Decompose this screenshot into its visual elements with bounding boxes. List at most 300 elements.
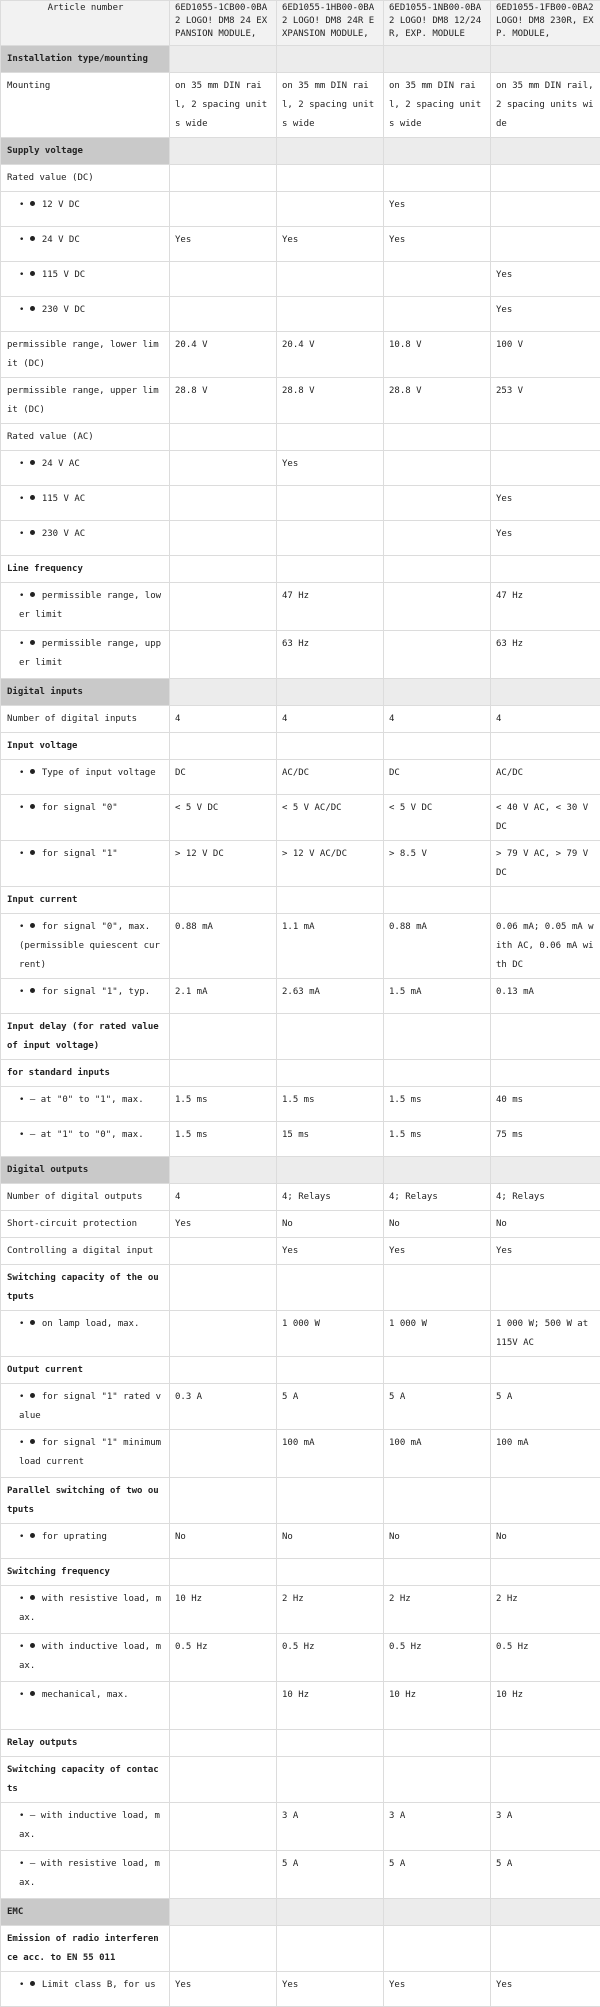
- row-label: [1, 1586, 170, 1634]
- table-row: [1, 165, 600, 192]
- filled-dot-icon: [30, 1595, 35, 1600]
- row-label: [1, 1524, 170, 1559]
- row-label-text: 12 V DC: [42, 200, 80, 210]
- table-row: [1, 1972, 600, 2007]
- cell-value: on 35 mm DIN rail, 2 spacing units wide: [170, 73, 277, 138]
- cell-value: [170, 1899, 277, 1926]
- row-label-text: with resistive load, max.: [19, 1859, 160, 1888]
- cell-value: 1.5 ms: [384, 1122, 491, 1157]
- cell-value: Yes: [277, 1238, 384, 1265]
- cell-value: 1.5 ms: [170, 1087, 277, 1122]
- row-label: [1, 583, 170, 631]
- row-label: [1, 451, 170, 486]
- cell-value: [170, 1014, 277, 1060]
- cell-value: [384, 631, 491, 679]
- table-row: [1, 262, 600, 297]
- row-label: Input delay (for rated value of input voltage): [1, 1014, 170, 1060]
- filled-dot-icon: [30, 1320, 35, 1325]
- cell-value: [384, 1757, 491, 1803]
- cell-value: No: [491, 1524, 600, 1559]
- cell-value: [384, 451, 491, 486]
- bullet-icon: •: [19, 987, 30, 997]
- cell-value: [277, 165, 384, 192]
- cell-value: [384, 424, 491, 451]
- row-label: [1, 262, 170, 297]
- cell-value: 4; Relays: [277, 1184, 384, 1211]
- cell-value: 20.4 V: [277, 332, 384, 378]
- bullet-icon: •: [19, 1594, 30, 1604]
- cell-value: [277, 424, 384, 451]
- bullet-icon: •: [19, 494, 30, 504]
- cell-value: [170, 521, 277, 556]
- section-row: [1, 138, 600, 165]
- bullet-icon: •: [19, 1438, 30, 1448]
- cell-value: 4: [170, 1184, 277, 1211]
- row-label-text: 115 V AC: [42, 494, 85, 504]
- cell-value: [170, 1478, 277, 1524]
- cell-value: 253 V: [491, 378, 600, 424]
- cell-value: 4; Relays: [491, 1184, 600, 1211]
- table-row: [1, 760, 600, 795]
- section-row: [1, 46, 600, 73]
- table-row: [1, 631, 600, 679]
- cell-value: [491, 46, 600, 73]
- filled-dot-icon: [30, 1643, 35, 1648]
- bullet-icon: •: [19, 768, 30, 778]
- cell-value: 100 mA: [491, 1430, 600, 1478]
- cell-value: 100 V: [491, 332, 600, 378]
- filled-dot-icon: [30, 850, 35, 855]
- cell-value: 5 A: [384, 1851, 491, 1899]
- spec-table-body: [1, 1, 600, 2007]
- table-row: [1, 451, 600, 486]
- cell-value: [277, 192, 384, 227]
- row-label-text: for signal "0", max. (permissible quiescent current): [19, 922, 160, 970]
- row-label: [1, 1634, 170, 1682]
- table-row: [1, 1803, 600, 1851]
- cell-value: [277, 1478, 384, 1524]
- cell-value: [277, 1559, 384, 1586]
- cell-value: [491, 1014, 600, 1060]
- cell-value: [170, 262, 277, 297]
- cell-value: [384, 733, 491, 760]
- dash-icon: • —: [19, 1095, 41, 1105]
- cell-value: Yes: [277, 1972, 384, 2007]
- cell-value: Yes: [384, 227, 491, 262]
- cell-value: [491, 1478, 600, 1524]
- row-label: Switching capacity of the outputs: [1, 1265, 170, 1311]
- section-row: [1, 1157, 600, 1184]
- cell-value: [170, 733, 277, 760]
- filled-dot-icon: [30, 988, 35, 993]
- bullet-icon: •: [19, 305, 30, 315]
- cell-value: > 8.5 V: [384, 841, 491, 887]
- row-label: Short-circuit protection: [1, 1211, 170, 1238]
- cell-value: 100 mA: [384, 1430, 491, 1478]
- cell-value: [491, 1757, 600, 1803]
- cell-value: 0.5 Hz: [170, 1634, 277, 1682]
- row-label: [1, 227, 170, 262]
- table-row: [1, 979, 600, 1014]
- cell-value: 0.3 A: [170, 1384, 277, 1430]
- cell-value: Yes: [170, 1972, 277, 2007]
- table-row: [1, 733, 600, 760]
- filled-dot-icon: [30, 1393, 35, 1398]
- cell-value: 5 A: [277, 1851, 384, 1899]
- cell-value: No: [170, 1524, 277, 1559]
- cell-value: [277, 887, 384, 914]
- cell-value: [277, 679, 384, 706]
- cell-value: 1.1 mA: [277, 914, 384, 979]
- row-label-text: at "1" to "0", max.: [41, 1130, 144, 1140]
- filled-dot-icon: [30, 640, 35, 645]
- cell-value: DC: [384, 760, 491, 795]
- cell-value: [491, 192, 600, 227]
- row-label: [1, 760, 170, 795]
- cell-value: 100 mA: [277, 1430, 384, 1478]
- row-label: Line frequency: [1, 556, 170, 583]
- cell-value: [277, 521, 384, 556]
- row-label: for standard inputs: [1, 1060, 170, 1087]
- cell-value: [384, 46, 491, 73]
- row-label-text: permissible range, lower limit: [19, 591, 161, 620]
- cell-value: [277, 138, 384, 165]
- section-title: Installation type/mounting: [1, 46, 170, 73]
- cell-value: [170, 631, 277, 679]
- bullet-icon: •: [19, 1980, 30, 1990]
- cell-value: [170, 297, 277, 332]
- bullet-icon: •: [19, 529, 30, 539]
- cell-value: 28.8 V: [170, 378, 277, 424]
- row-label-text: mechanical, max.: [42, 1690, 129, 1700]
- dash-icon: • —: [19, 1130, 41, 1140]
- cell-value: [170, 1265, 277, 1311]
- cell-value: 3 A: [277, 1803, 384, 1851]
- cell-value: [384, 1265, 491, 1311]
- filled-dot-icon: [30, 306, 35, 311]
- header-row: [1, 1, 600, 46]
- row-label: [1, 1122, 170, 1157]
- cell-value: [491, 138, 600, 165]
- cell-value: [384, 679, 491, 706]
- filled-dot-icon: [30, 1439, 35, 1444]
- row-label: Relay outputs: [1, 1730, 170, 1757]
- table-row: [1, 887, 600, 914]
- cell-value: [277, 1357, 384, 1384]
- cell-value: [384, 1899, 491, 1926]
- article-number-3: 6ED1055-1NB00-0BA2 LOGO! DM8 12/24R, EXP. MODULE: [384, 1, 491, 46]
- row-label: [1, 192, 170, 227]
- cell-value: 5 A: [277, 1384, 384, 1430]
- bullet-icon: •: [19, 1690, 30, 1700]
- article-number-2: 6ED1055-1HB00-0BA2 LOGO! DM8 24R EXPANSION MODULE,: [277, 1, 384, 46]
- table-row: [1, 1238, 600, 1265]
- table-row: [1, 1384, 600, 1430]
- table-row: [1, 1524, 600, 1559]
- bullet-icon: •: [19, 235, 30, 245]
- cell-value: 15 ms: [277, 1122, 384, 1157]
- filled-dot-icon: [30, 592, 35, 597]
- bullet-icon: •: [19, 591, 30, 601]
- table-row: [1, 521, 600, 556]
- cell-value: 3 A: [491, 1803, 600, 1851]
- cell-value: [491, 556, 600, 583]
- cell-value: [170, 679, 277, 706]
- cell-value: [170, 1730, 277, 1757]
- cell-value: [170, 1238, 277, 1265]
- bullet-icon: •: [19, 459, 30, 469]
- cell-value: 4; Relays: [384, 1184, 491, 1211]
- cell-value: 5 A: [491, 1384, 600, 1430]
- cell-value: [170, 424, 277, 451]
- cell-value: [170, 1926, 277, 1972]
- row-label: [1, 795, 170, 841]
- cell-value: 0.88 mA: [170, 914, 277, 979]
- cell-value: Yes: [170, 1211, 277, 1238]
- row-label: [1, 1851, 170, 1899]
- row-label-text: for signal "1" rated value: [19, 1392, 161, 1421]
- cell-value: 10.8 V: [384, 332, 491, 378]
- row-label: [1, 486, 170, 521]
- table-row: [1, 1586, 600, 1634]
- cell-value: 1.5 ms: [384, 1087, 491, 1122]
- row-label-text: permissible range, upper limit: [19, 639, 161, 668]
- table-row: [1, 73, 600, 138]
- row-label: [1, 841, 170, 887]
- cell-value: [491, 1730, 600, 1757]
- cell-value: 28.8 V: [384, 378, 491, 424]
- cell-value: 2 Hz: [384, 1586, 491, 1634]
- article-number-4: 6ED1055-1FB00-0BA2 LOGO! DM8 230R, EXP. MODULE,: [491, 1, 600, 46]
- cell-value: [384, 262, 491, 297]
- cell-value: AC/DC: [277, 760, 384, 795]
- row-label: Emission of radio interference acc. to EN 55 011: [1, 1926, 170, 1972]
- table-row: [1, 706, 600, 733]
- cell-value: [277, 1060, 384, 1087]
- row-label-text: Type of input voltage: [42, 768, 156, 778]
- cell-value: [170, 46, 277, 73]
- table-row: [1, 486, 600, 521]
- table-row: [1, 841, 600, 887]
- cell-value: 1.5 mA: [384, 979, 491, 1014]
- cell-value: [491, 1357, 600, 1384]
- table-row: [1, 1682, 600, 1730]
- cell-value: [384, 1926, 491, 1972]
- cell-value: 5 A: [491, 1851, 600, 1899]
- cell-value: 10 Hz: [170, 1586, 277, 1634]
- cell-value: [277, 262, 384, 297]
- table-row: [1, 1311, 600, 1357]
- cell-value: [491, 733, 600, 760]
- cell-value: 47 Hz: [277, 583, 384, 631]
- cell-value: [384, 583, 491, 631]
- bullet-icon: •: [19, 639, 30, 649]
- cell-value: No: [384, 1211, 491, 1238]
- cell-value: [170, 1757, 277, 1803]
- header-label: Article number: [1, 1, 170, 46]
- row-label-text: for uprating: [42, 1532, 107, 1542]
- cell-value: 2 Hz: [491, 1586, 600, 1634]
- table-row: [1, 1211, 600, 1238]
- row-label: [1, 1682, 170, 1730]
- cell-value: 1 000 W: [277, 1311, 384, 1357]
- row-label: [1, 1087, 170, 1122]
- filled-dot-icon: [30, 923, 35, 928]
- cell-value: [491, 165, 600, 192]
- cell-value: [277, 46, 384, 73]
- cell-value: [384, 138, 491, 165]
- cell-value: [491, 1265, 600, 1311]
- row-label: [1, 1430, 170, 1478]
- row-label: Controlling a digital input: [1, 1238, 170, 1265]
- table-row: [1, 1559, 600, 1586]
- table-row: [1, 1926, 600, 1972]
- table-row: [1, 583, 600, 631]
- cell-value: 0.88 mA: [384, 914, 491, 979]
- table-row: [1, 1478, 600, 1524]
- cell-value: 4: [491, 706, 600, 733]
- cell-value: Yes: [384, 1972, 491, 2007]
- table-row: [1, 1014, 600, 1060]
- row-label-text: at "0" to "1", max.: [41, 1095, 144, 1105]
- cell-value: [384, 1014, 491, 1060]
- row-label: Switching capacity of contacts: [1, 1757, 170, 1803]
- cell-value: [384, 1060, 491, 1087]
- cell-value: [277, 1014, 384, 1060]
- table-row: [1, 1757, 600, 1803]
- cell-value: [170, 486, 277, 521]
- bullet-icon: •: [19, 200, 30, 210]
- cell-value: Yes: [170, 227, 277, 262]
- row-label-text: 24 V AC: [42, 459, 80, 469]
- cell-value: [170, 1559, 277, 1586]
- filled-dot-icon: [30, 530, 35, 535]
- table-row: [1, 297, 600, 332]
- cell-value: [491, 1157, 600, 1184]
- cell-value: [170, 1682, 277, 1730]
- cell-value: < 40 V AC, < 30 V DC: [491, 795, 600, 841]
- section-title: Digital inputs: [1, 679, 170, 706]
- cell-value: [491, 424, 600, 451]
- filled-dot-icon: [30, 1981, 35, 1986]
- table-row: [1, 1122, 600, 1157]
- bullet-icon: •: [19, 922, 30, 932]
- cell-value: [277, 1926, 384, 1972]
- bullet-icon: •: [19, 1532, 30, 1542]
- cell-value: [277, 1899, 384, 1926]
- cell-value: [170, 1357, 277, 1384]
- filled-dot-icon: [30, 201, 35, 206]
- row-label: permissible range, upper limit (DC): [1, 378, 170, 424]
- row-label: Parallel switching of two outputs: [1, 1478, 170, 1524]
- cell-value: 0.5 Hz: [384, 1634, 491, 1682]
- cell-value: [277, 1730, 384, 1757]
- cell-value: [384, 556, 491, 583]
- cell-value: > 79 V AC, > 79 V DC: [491, 841, 600, 887]
- table-row: [1, 795, 600, 841]
- cell-value: [384, 1357, 491, 1384]
- cell-value: < 5 V AC/DC: [277, 795, 384, 841]
- cell-value: [170, 138, 277, 165]
- cell-value: Yes: [491, 521, 600, 556]
- cell-value: [491, 1926, 600, 1972]
- row-label-text: with inductive load, max.: [19, 1811, 160, 1840]
- row-label-text: on lamp load, max.: [42, 1319, 140, 1329]
- bullet-icon: •: [19, 849, 30, 859]
- table-row: [1, 378, 600, 424]
- cell-value: [170, 1430, 277, 1478]
- row-label-text: for signal "1": [42, 849, 118, 859]
- cell-value: [277, 733, 384, 760]
- cell-value: [491, 1060, 600, 1087]
- cell-value: Yes: [277, 451, 384, 486]
- cell-value: < 5 V DC: [384, 795, 491, 841]
- cell-value: [277, 486, 384, 521]
- dash-icon: • —: [19, 1859, 41, 1869]
- cell-value: Yes: [384, 192, 491, 227]
- cell-value: [384, 297, 491, 332]
- cell-value: [277, 1265, 384, 1311]
- cell-value: [170, 1803, 277, 1851]
- table-row: [1, 1184, 600, 1211]
- table-row: [1, 556, 600, 583]
- row-label-text: 230 V DC: [42, 305, 85, 315]
- cell-value: [170, 1851, 277, 1899]
- table-row: [1, 192, 600, 227]
- row-label-text: 115 V DC: [42, 270, 85, 280]
- cell-value: > 12 V DC: [170, 841, 277, 887]
- cell-value: Yes: [384, 1238, 491, 1265]
- cell-value: [491, 679, 600, 706]
- cell-value: 63 Hz: [277, 631, 384, 679]
- cell-value: [277, 556, 384, 583]
- cell-value: [491, 1899, 600, 1926]
- cell-value: 2.1 mA: [170, 979, 277, 1014]
- cell-value: [277, 1157, 384, 1184]
- filled-dot-icon: [30, 236, 35, 241]
- cell-value: 4: [277, 706, 384, 733]
- row-label: [1, 631, 170, 679]
- cell-value: [170, 451, 277, 486]
- cell-value: 0.5 Hz: [491, 1634, 600, 1682]
- filled-dot-icon: [30, 460, 35, 465]
- cell-value: [170, 1157, 277, 1184]
- filled-dot-icon: [30, 804, 35, 809]
- cell-value: 4: [170, 706, 277, 733]
- row-label-text: with inductive load, max.: [19, 1642, 161, 1671]
- row-label: [1, 914, 170, 979]
- cell-value: Yes: [491, 1238, 600, 1265]
- cell-value: [170, 165, 277, 192]
- row-label: [1, 297, 170, 332]
- cell-value: [277, 297, 384, 332]
- cell-value: [491, 451, 600, 486]
- cell-value: Yes: [491, 1972, 600, 2007]
- cell-value: > 12 V AC/DC: [277, 841, 384, 887]
- cell-value: AC/DC: [491, 760, 600, 795]
- cell-value: No: [384, 1524, 491, 1559]
- cell-value: DC: [170, 760, 277, 795]
- table-row: [1, 1430, 600, 1478]
- row-label: Input current: [1, 887, 170, 914]
- cell-value: Yes: [491, 297, 600, 332]
- row-label: Rated value (DC): [1, 165, 170, 192]
- row-label: Rated value (AC): [1, 424, 170, 451]
- cell-value: [384, 1157, 491, 1184]
- cell-value: 63 Hz: [491, 631, 600, 679]
- cell-value: on 35 mm DIN rail, 2 spacing units wide: [277, 73, 384, 138]
- table-row: [1, 1851, 600, 1899]
